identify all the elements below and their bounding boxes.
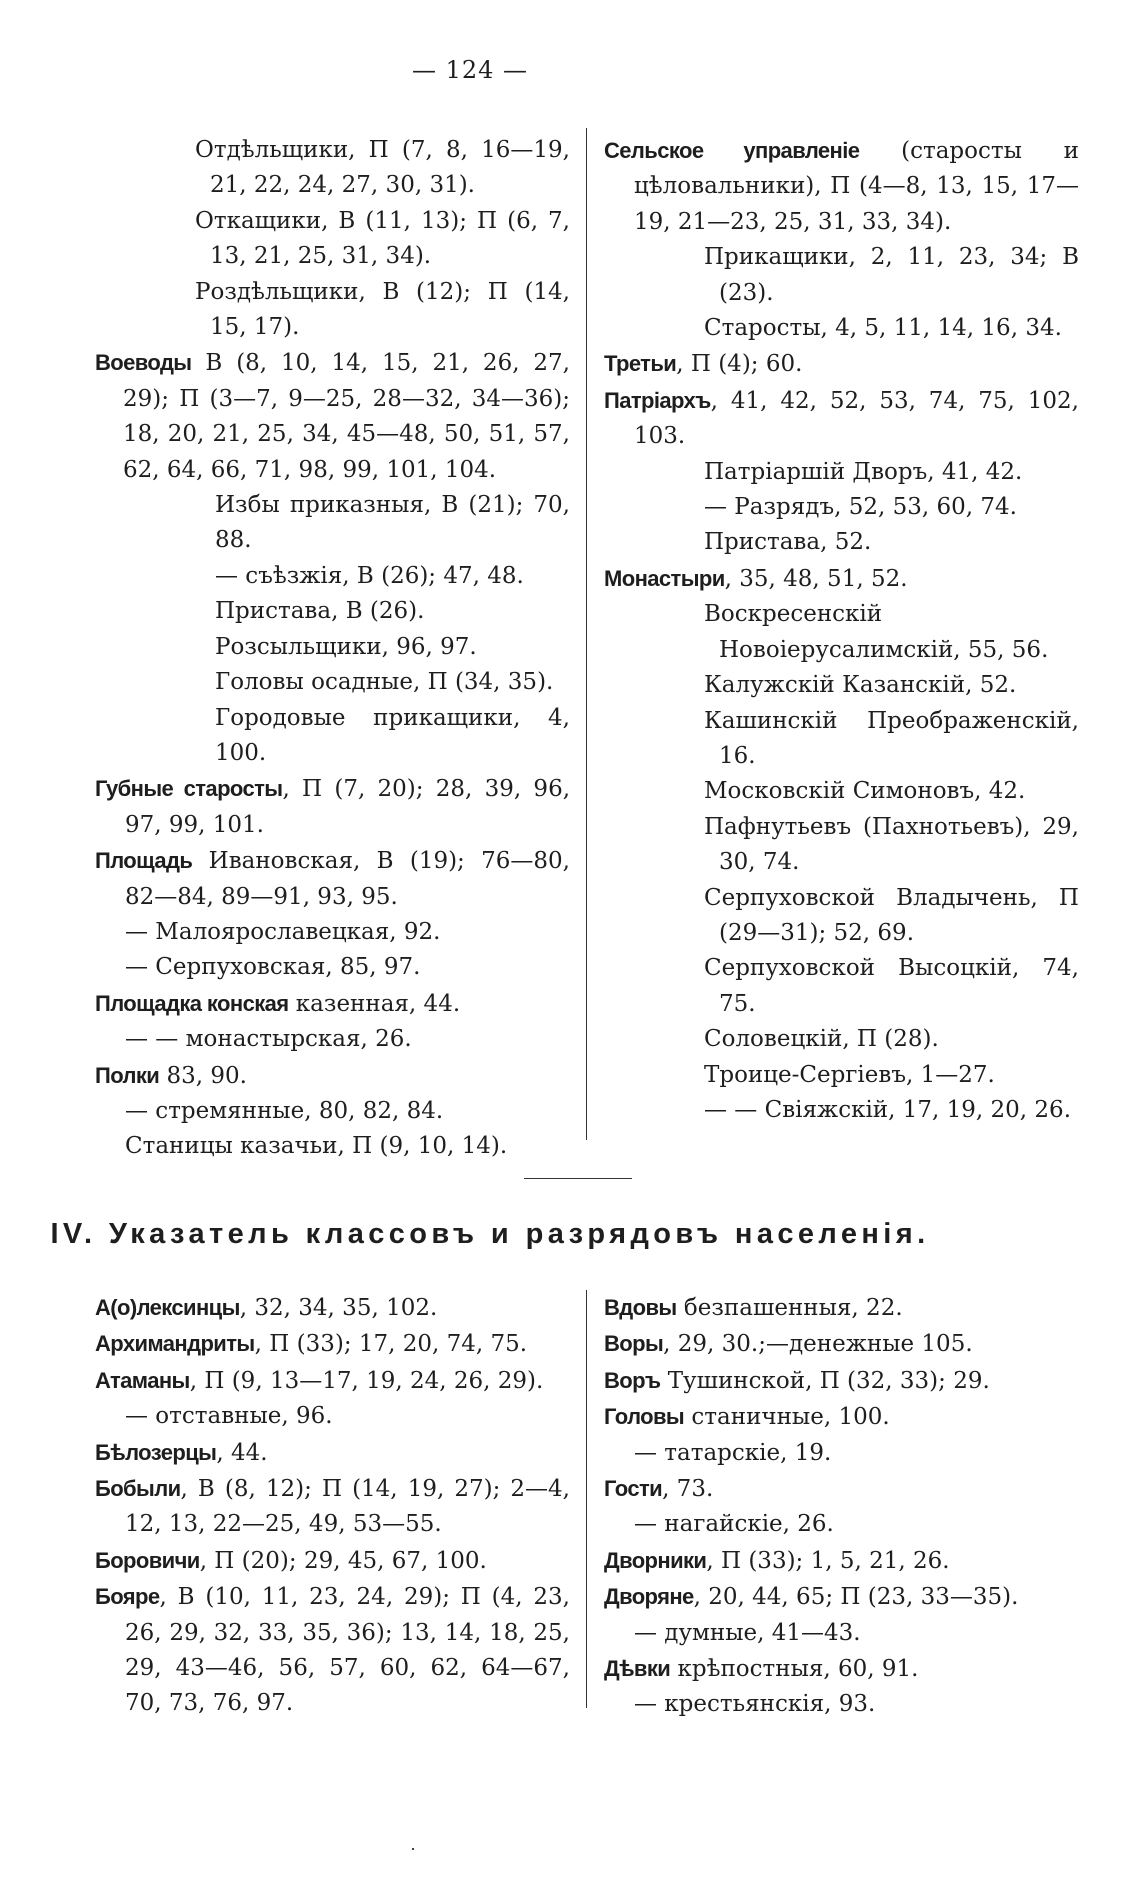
entry-headword: А(о)лексинцы	[95, 1295, 240, 1320]
entry-text: — крестьянскія, 93.	[634, 1691, 876, 1718]
print-speck	[412, 1848, 414, 1850]
index-column-left-top	[95, 133, 570, 1165]
entry-text: Пристава, 52.	[704, 529, 872, 556]
index-entry	[95, 594, 570, 629]
index-entry	[95, 1579, 570, 1722]
entry-headword: Дѣвки	[604, 1656, 671, 1682]
entry-headword: Третьи	[604, 351, 677, 377]
entry-text: — татарскіе, 19.	[634, 1439, 832, 1466]
entry-text: — думные, 41—43.	[634, 1619, 861, 1646]
entry-text: станичные, 100.	[684, 1404, 890, 1431]
entry-text: Городовые прикащики, 4, 100.	[215, 704, 570, 766]
entry-text: , П (33); 1, 5, 21, 26.	[706, 1547, 950, 1574]
index-entry	[604, 1058, 1079, 1093]
entry-text: Пристава, В (26).	[215, 598, 425, 625]
entry-text: — нагайскіе, 26.	[634, 1511, 834, 1538]
column-divider-bottom	[586, 1290, 587, 1708]
index-entry	[604, 490, 1079, 525]
entry-text: , П (7, 20); 28, 39, 96, 97, 99, 101.	[125, 776, 571, 838]
entry-headword: Площадка конская	[95, 990, 289, 1016]
index-entry	[604, 1687, 1079, 1722]
entry-text: Московскій Симоновъ, 42.	[704, 778, 1026, 805]
entry-text: Розсыльщики, 96, 97.	[215, 633, 477, 660]
entry-text: — — монастырская, 26.	[125, 1026, 412, 1053]
entry-text: Старосты, 4, 5, 11, 14, 16, 34.	[704, 315, 1062, 342]
index-entry	[604, 1436, 1079, 1471]
index-column-right-top	[604, 133, 1079, 1128]
index-entry	[604, 1326, 1079, 1362]
entry-headword: Воры	[604, 1331, 664, 1357]
entry-text: , П (9, 13—17, 19, 24, 26, 29).	[189, 1367, 544, 1394]
index-entry	[95, 986, 570, 1022]
entry-text: — — Свіяжскій, 17, 19, 20, 26.	[704, 1096, 1072, 1123]
index-entry	[604, 668, 1079, 703]
index-entry	[604, 1399, 1079, 1435]
index-entry	[95, 1471, 570, 1543]
entry-text: Троице-Сергіевъ, 1—27.	[704, 1061, 995, 1088]
index-entry	[95, 701, 570, 772]
entry-text: , П (33); 17, 20, 74, 75.	[254, 1331, 528, 1358]
section-separator-rule	[524, 1178, 632, 1179]
entry-text: — Разрядъ, 52, 53, 60, 74.	[704, 494, 1017, 521]
entry-headword: Бѣлозерцы	[95, 1439, 217, 1465]
index-entry	[604, 1616, 1079, 1651]
entry-text: — Малоярославецкая, 92.	[125, 918, 441, 945]
entry-text: 83, 90.	[159, 1062, 247, 1089]
index-entry	[604, 597, 1079, 668]
entry-headword: Дворяне	[604, 1584, 694, 1610]
index-entry	[95, 1326, 570, 1362]
index-entry	[95, 1290, 570, 1326]
entry-text: , 20, 44, 65; П (23, 33—35).	[693, 1584, 1019, 1611]
index-entry	[95, 1094, 570, 1129]
index-entry	[604, 1290, 1079, 1326]
index-entry	[95, 771, 570, 843]
entry-headword: Губные старосты	[95, 776, 283, 802]
entry-text: Пафнутьевъ (Пахнотьевъ), 29, 30, 74.	[704, 813, 1079, 876]
entry-text: , 73.	[662, 1476, 714, 1503]
entry-text: , 29, 30.;—денежные 105.	[663, 1331, 973, 1358]
index-entry	[604, 774, 1079, 809]
index-entry	[604, 1093, 1079, 1128]
entry-text: — Серпуховская, 85, 97.	[125, 954, 421, 981]
index-entry	[604, 704, 1079, 775]
entry-text: крѣпостныя, 60, 91.	[670, 1656, 919, 1683]
entry-text: Откащики, В (11, 13); П (6, 7, 13, 21, 25, 31, 34).	[195, 207, 570, 270]
entry-headword: Вдовы	[604, 1295, 677, 1320]
entry-text: Станицы казачьи, П (9, 10, 14).	[125, 1133, 508, 1160]
entry-text: Кашинскій Преображенскій, 16.	[704, 707, 1079, 769]
entry-text: Серпуховской Высоцкій, 74, 75.	[704, 955, 1079, 1017]
index-entry	[604, 1507, 1079, 1542]
entry-text: Калужскій Казанскій, 52.	[704, 672, 1017, 699]
index-entry	[95, 915, 570, 950]
index-entry	[604, 1022, 1079, 1057]
entry-text: Роздѣльщики, В (12); П (14, 15, 17).	[195, 278, 570, 341]
entry-text: Избы приказныя, В (21); 70, 88.	[215, 492, 570, 554]
index-entry	[95, 488, 570, 559]
entry-headword: Бобыли	[95, 1476, 181, 1502]
entry-text: , 35, 48, 51, 52.	[724, 565, 908, 592]
entry-headword: Сельское управленіе	[604, 138, 860, 163]
index-entry	[604, 525, 1079, 560]
index-entry	[95, 1058, 570, 1094]
section-heading: IV. Указатель классовъ и разрядовъ населенія.	[50, 1218, 930, 1250]
index-entry	[95, 1435, 570, 1471]
entry-text: Прикащики, 2, 11, 23, 34; В (23).	[704, 244, 1079, 306]
index-entry	[95, 665, 570, 700]
entry-text: Серпуховской Владычень, П (29—31); 52, 69.	[704, 884, 1079, 946]
entry-headword: Воеводы	[95, 350, 192, 376]
index-entry	[95, 275, 570, 346]
entry-text: , В (8, 12); П (14, 19, 27); 2—4, 12, 13, 22—25, 49, 53—55.	[125, 1476, 570, 1538]
index-entry	[604, 1363, 1079, 1399]
index-entry	[604, 881, 1079, 952]
entry-headword: Архимандриты	[95, 1331, 255, 1357]
index-entry	[95, 1022, 570, 1057]
index-entry	[95, 950, 570, 985]
index-column-right-bottom	[604, 1290, 1079, 1723]
index-entry	[604, 1543, 1079, 1579]
entry-headword: Боровичи	[95, 1547, 200, 1573]
index-entry	[95, 345, 570, 488]
entry-headword: Полки	[95, 1062, 160, 1088]
index-entry	[95, 843, 570, 915]
entry-text: , В (10, 11, 23, 24, 29); П (4, 23, 26, 29, 32, 33, 35, 36); 13, 14, 18, 25, 29, 43—46, 56, 57, 60, 62, 64—67, 70, 73, 76, 97.	[125, 1584, 570, 1717]
entry-headword: Патріархъ	[604, 387, 711, 413]
page-number: — 124 —	[411, 56, 529, 84]
index-entry	[95, 1399, 570, 1434]
entry-text: Патріаршій Дворъ, 41, 42.	[704, 458, 1023, 485]
index-entry	[95, 1543, 570, 1579]
index-entry	[95, 1129, 570, 1164]
entry-headword: Дворники	[604, 1547, 707, 1573]
entry-text: Воскресенскій Новоіерусалимскій, 55, 56.	[704, 601, 1049, 663]
entry-text: , П (20); 29, 45, 67, 100.	[199, 1547, 487, 1574]
index-entry	[604, 561, 1079, 597]
index-entry	[95, 1363, 570, 1399]
entry-headword: Гости	[604, 1476, 663, 1502]
entry-text: , П (4); 60.	[676, 351, 803, 378]
index-entry	[604, 346, 1079, 382]
entry-headword: Воръ	[604, 1367, 661, 1393]
entry-text: , 32, 34, 35, 102.	[239, 1295, 438, 1321]
entry-text: казенная, 44.	[288, 990, 461, 1017]
entry-text: безпашенныя, 22.	[676, 1295, 903, 1321]
index-entry	[604, 1651, 1079, 1687]
index-column-left-bottom	[95, 1290, 570, 1722]
index-entry	[604, 133, 1079, 240]
entry-text: Отдѣльщики, П (7, 8, 16—19, 21, 22, 24, 27, 30, 31).	[195, 137, 570, 199]
entry-text: Головы осадные, П (34, 35).	[215, 669, 554, 696]
index-entry	[604, 455, 1079, 490]
entry-headword: Бояре	[95, 1584, 160, 1610]
index-entry	[604, 311, 1079, 346]
entry-text: — отставные, 96.	[125, 1403, 333, 1430]
entry-text: , 41, 42, 52, 53, 74, 75, 102, 103.	[634, 387, 1079, 450]
index-entry	[95, 204, 570, 275]
entry-headword: Площадь	[95, 848, 193, 874]
entry-text: — стремянные, 80, 82, 84.	[125, 1097, 444, 1124]
index-entry	[604, 383, 1079, 455]
index-entry	[95, 133, 570, 204]
entry-headword: Головы	[604, 1404, 685, 1430]
index-entry	[95, 559, 570, 594]
entry-text: , 44.	[216, 1439, 268, 1466]
entry-text: — съѣзжія, В (26); 47, 48.	[215, 562, 524, 589]
entry-text: Соловецкій, П (28).	[704, 1026, 939, 1053]
index-entry	[604, 1579, 1079, 1615]
entry-headword: Атаманы	[95, 1367, 190, 1393]
entry-text: В (8, 10, 14, 15, 21, 26, 27, 29); П (3—7, 9—25, 28—32, 34—36); 18, 20, 21, 25, 34, 45—48, 50, 51, 57, 62, 64, 66, 71, 98, 99, 101, 104.	[123, 350, 570, 483]
entry-text: Ивановская, В (19); 76—80, 82—84, 89—91, 93, 95.	[125, 848, 570, 910]
index-entry	[604, 810, 1079, 881]
entry-headword: Монастыри	[604, 565, 725, 591]
index-entry	[604, 1471, 1079, 1507]
index-entry	[604, 240, 1079, 311]
entry-text: (старосты и цѣловальники), П (4—8, 13, 15, 17—19, 21—23, 25, 31, 33, 34).	[634, 138, 1079, 235]
index-entry	[95, 630, 570, 665]
index-entry	[604, 951, 1079, 1022]
column-divider-top	[586, 128, 587, 1140]
entry-text: Тушинской, П (32, 33); 29.	[660, 1367, 990, 1394]
